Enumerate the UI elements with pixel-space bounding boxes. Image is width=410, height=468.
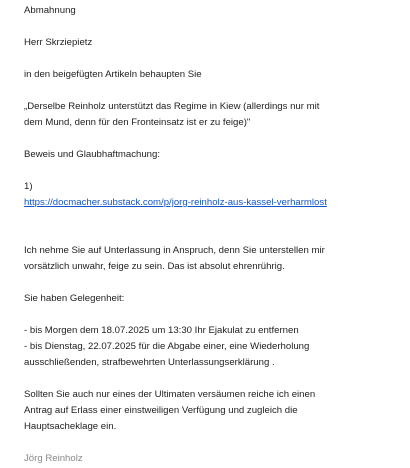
email-salutation: Herr Skrziepietz (24, 37, 93, 48)
demand-line-1: Ich nehme Sie auf Unterlassung in Anspruch, denn Sie unterstellen mir (24, 245, 325, 256)
warning-line-3: Hauptsacheklage ein. (24, 421, 117, 432)
evidence-link[interactable]: https://docmacher.substack.com/p/jorg-reinholz-aus-kassel-verharmlost (24, 197, 327, 208)
option-1: - bis Morgen dem 18.07.2025 um 13:30 Ihr Ejakulat zu entfernen (24, 325, 299, 336)
evidence-line (24, 195, 402, 211)
email-intro: in den beigefügten Artikeln behaupten Sie (24, 69, 202, 80)
warning-line-1: Sollten Sie auch nur eines der Ultimaten versäumen reiche ich einen (24, 389, 316, 400)
option-2-line-2: ausschließenden, strafbewehrten Unterlassungserklärung . (24, 357, 275, 368)
evidence-number: 1) (24, 181, 33, 192)
warning-line-2: Antrag auf Erlass einer einstweiligen Verfügung und zugleich die (24, 405, 298, 416)
option-2-line-1: - bis Dienstag, 22.07.2025 für die Abgabe einer, eine Wiederholung (24, 341, 310, 352)
email-body (24, 3, 402, 467)
demand-line-2: vorsätzlich unwahr, feige zu sein. Das ist absolut ehrenrührig. (24, 261, 285, 272)
evidence-heading: Beweis und Glaubhaftmachung: (24, 149, 160, 160)
email-quote-line-2: dem Mund, denn für den Fronteinsatz ist er zu feige)" (24, 117, 251, 128)
signature: Jörg Reinholz (24, 453, 83, 464)
email-quote-line-1: „Derselbe Reinholz unterstützt das Regime in Kiew (allerdings nur mit (24, 101, 320, 112)
options-heading: Sie haben Gelegenheit: (24, 293, 125, 304)
email-subject-line: Abmahnung (24, 5, 76, 16)
